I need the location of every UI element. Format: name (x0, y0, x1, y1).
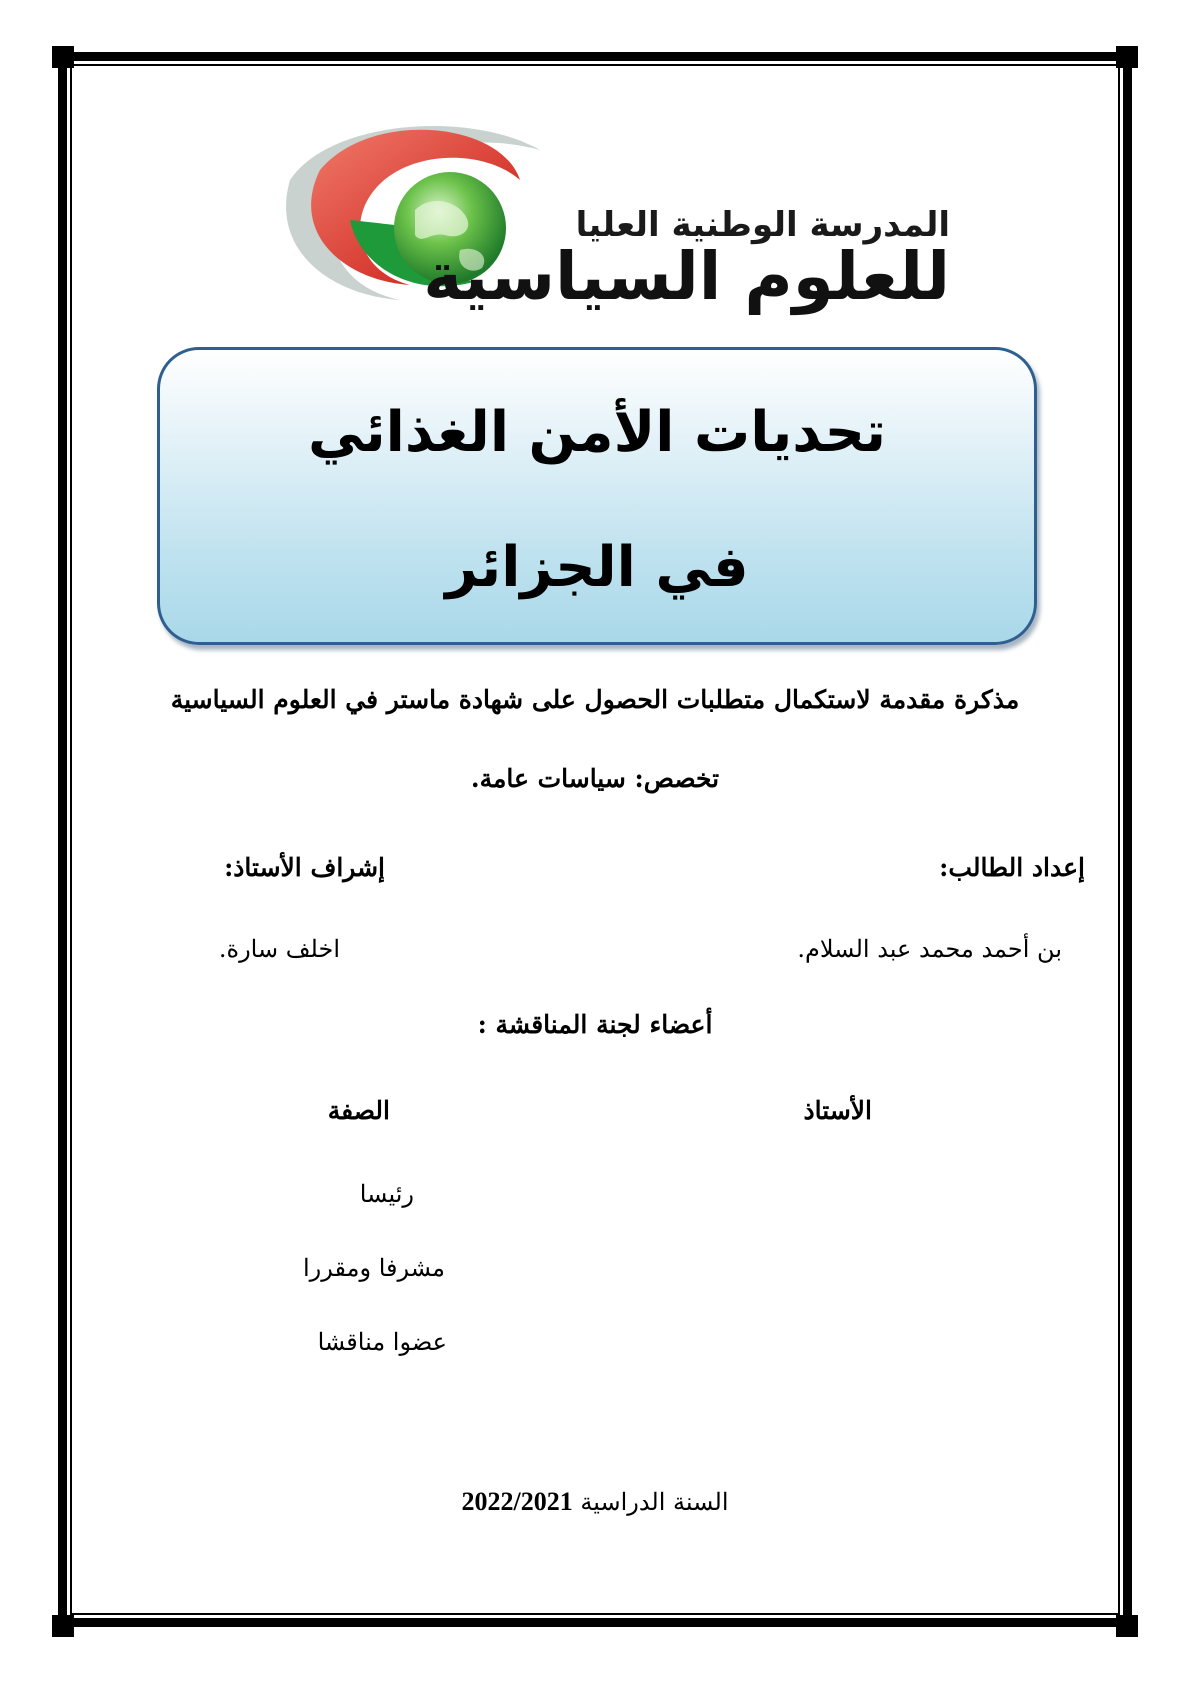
committee-column-professor: الأستاذ (803, 1096, 872, 1125)
committee-column-role: الصفة (327, 1096, 390, 1125)
supervisor-name: اخلف سارة. (218, 935, 340, 963)
school-logo (250, 110, 950, 325)
border-corner-top-right (1116, 46, 1138, 68)
logo-text-line2: للعلوم السياسية (423, 238, 950, 315)
title-line1: تحديات الأمن الغذائي (307, 400, 887, 465)
prepared-by-label: إعداد الطالب: (939, 853, 1085, 882)
thesis-subtitle: مذكرة مقدمة لاستكمال متطلبات الحصول على شهادة ماستر في العلوم السياسية (170, 685, 1020, 714)
committee-role-president: رئيسا (359, 1180, 414, 1208)
border-corner-top-left (52, 46, 74, 68)
committee-role-supervisor: مشرفا ومقررا (302, 1254, 445, 1282)
academic-year-value: 2022/2021 (461, 1487, 573, 1516)
academic-year (150, 1487, 1040, 1517)
title-box (157, 347, 1037, 645)
border-corner-bottom-right (1116, 1615, 1138, 1637)
title-line2: في الجزائر (445, 535, 749, 600)
student-name: بن أحمد محمد عبد السلام. (797, 935, 1062, 963)
supervisor-label: إشراف الأستاذ: (224, 853, 385, 882)
academic-year-label: السنة الدراسية (580, 1488, 729, 1516)
committee-role-examiner: عضوا مناقشا (317, 1328, 447, 1356)
logo-text-line1: المدرسة الوطنية العليا (575, 205, 950, 245)
border-corner-bottom-left (52, 1615, 74, 1637)
committee-heading: أعضاء لجنة المناقشة : (477, 1010, 713, 1039)
specialty: تخصص: سياسات عامة. (470, 764, 720, 793)
